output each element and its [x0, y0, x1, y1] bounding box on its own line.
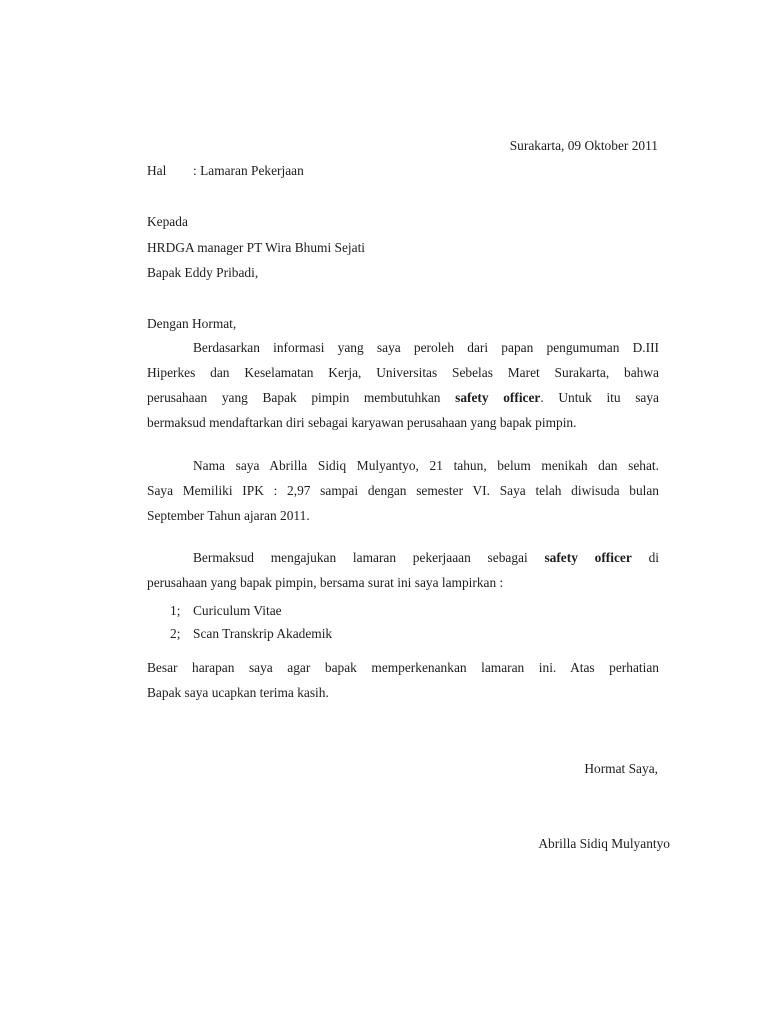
subject-value: : Lamaran Pekerjaan [193, 163, 304, 178]
para2-line-1: Nama saya Abrilla Sidiq Mulyantyo, 21 tahun, belum menikah dan sehat. [193, 458, 659, 473]
para1-line-3-text: perusahaan yang Bapak pimpin membutuhkan [147, 390, 456, 405]
attachment-number: 2; [170, 626, 181, 641]
para1-line-4: bermaksud mendaftarkan diri sebagai karyawan perusahaan yang bapak pimpin. [147, 415, 577, 430]
para3-line-1 [147, 550, 659, 566]
attachment-number: 1; [170, 603, 181, 618]
para1-line-1: Berdasarkan informasi yang saya peroleh dari papan pengumuman D.III [193, 340, 659, 355]
recipient-line-2: Bapak Eddy Pribadi, [147, 265, 259, 280]
para2-line-3: September Tahun ajaran 2011. [147, 508, 310, 523]
subject-label: Hal [147, 163, 167, 178]
closing-line-1: Besar harapan saya agar bapak memperkenankan lamaran ini. Atas perhatian [147, 660, 659, 675]
para1-line-3-tail: . Untuk itu saya [540, 390, 659, 405]
para3-line-1-text: Bermaksud mengajukan lamaran pekerjaaan sebagai [193, 550, 545, 565]
recipient-to: Kepada [147, 214, 188, 229]
signoff: Hormat Saya, [584, 761, 658, 776]
para1-line-3 [147, 390, 659, 406]
greeting: Dengan Hormat, [147, 316, 237, 331]
para2-line-2: Saya Memiliki IPK : 2,97 sampai dengan semester VI. Saya telah diwisuda bulan [147, 483, 659, 498]
recipient-line-1: HRDGA manager PT Wira Bhumi Sejati [147, 240, 366, 255]
attachment-item: Scan Transkrip Akademik [193, 626, 333, 641]
para3-line-2: perusahaan yang bapak pimpin, bersama surat ini saya lampirkan : [147, 575, 504, 590]
para3-line-1-tail: di [631, 550, 659, 565]
job-title: safety officer [455, 390, 541, 405]
attachment-item: Curiculum Vitae [193, 603, 282, 618]
place-date: Surakarta, 09 Oktober 2011 [509, 138, 658, 153]
job-title: safety officer [544, 550, 632, 565]
closing-line-2: Bapak saya ucapkan terima kasih. [147, 685, 329, 700]
para1-line-2: Hiperkes dan Keselamatan Kerja, Universitas Sebelas Maret Surakarta, bahwa [147, 365, 659, 380]
signer-name: Abrilla Sidiq Mulyantyo [538, 836, 670, 851]
